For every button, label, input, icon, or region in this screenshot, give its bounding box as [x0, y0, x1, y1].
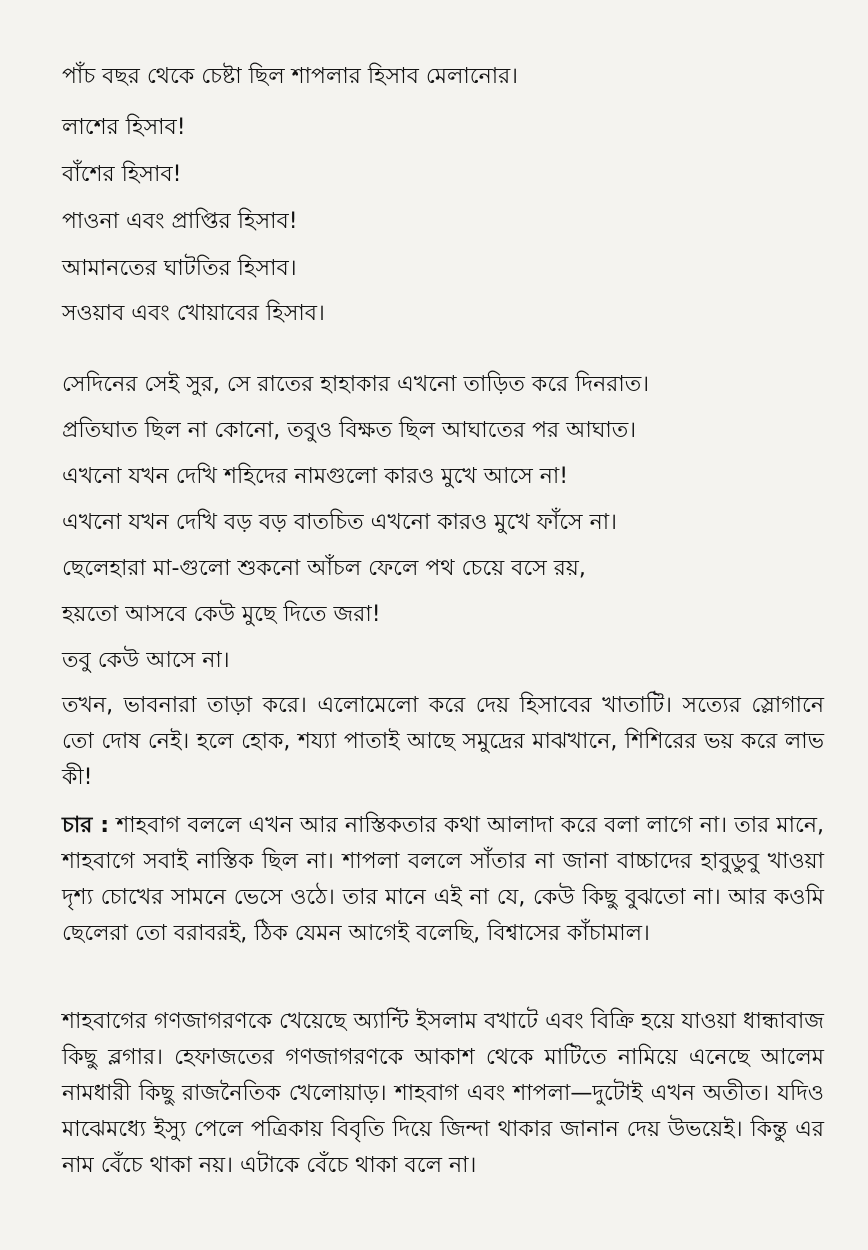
- paragraph-text: তখন, ভাবনারা তাড়া করে। এলোমেলো করে দেয় হিসাবের খাতাটি। সত্যের স্লোগানে তো দোষ নেই। হলে হোক, শয্যা পাতাই আছে সমুদ্রের মাঝখানে, শিশিরের ভয় করে লাভ কী!: [62, 693, 824, 790]
- paragraph: [62, 1004, 824, 1184]
- paragraph: [62, 688, 824, 796]
- verse-line: আমানতের ঘাটতির হিসাব।: [62, 256, 297, 281]
- paragraph-text: শাহবাগ বললে এখন আর নাস্তিকতার কথা আলাদা করে বলা লাগে না। তার মানে, শাহবাগে সবাই নাস্তিক ছিল না। শাপলা বললে সাঁতার না জানা বাচ্চাদের হাবুডুবু খাওয়া দৃশ্য চোখের সামনে ভেসে ওঠে। তার মানে এই না যে, কেউ কিছু বুঝতো না। আর কওমি ছেলেরা তো বরাবরই, ঠিক যেমন আগেই বলেছি, বিশ্বাসের কাঁচামাল।: [62, 813, 824, 946]
- verse-line: প্রতিঘাত ছিল না কোনো, তবুও বিক্ষত ছিল আঘাতের পর আঘাত।: [62, 418, 637, 443]
- book-page: [62, 52, 824, 1232]
- section-label: চার :: [62, 813, 109, 838]
- verse-line: বাঁশের হিসাব!: [62, 162, 182, 187]
- verse-line: তবু কেউ আসে না।: [62, 648, 230, 673]
- verse-line: ছেলেহারা মা-গুলো শুকনো আঁচল ফেলে পথ চেয়ে বসে রয়,: [62, 556, 586, 581]
- verse-line: পাঁচ বছর থেকে চেষ্টা ছিল শাপলার হিসাব মেলানোর।: [62, 64, 519, 89]
- verse-line: সওয়াব এবং খোয়াবের হিসাব।: [62, 301, 325, 326]
- verse-line: সেদিনের সেই সুর, সে রাতের হাহাকার এখনো তাড়িত করে দিনরাত।: [62, 372, 650, 397]
- verse-line: লাশের হিসাব!: [62, 115, 186, 140]
- paragraph-text: শাহবাগের গণজাগরণকে খেয়েছে অ্যান্টি ইসলাম বখাটে এবং বিক্রি হয়ে যাওয়া ধান্ধাবাজ কিছু ব্লগার। হেফাজতের গণজাগরণকে আকাশ থেকে মাটিতে নামিয়ে এনেছে আলেম নামধারী কিছু রাজনৈতিক খেলোয়াড়। শাহবাগ এবং শাপলা—দুটোই এখন অতীত। যদিও মাঝেমধ্যে ইস্যু পেলে পত্রিকায় বিবৃতি দিয়ে জিন্দা থাকার জানান দেয় উভয়েই। কিন্তু এর নাম বেঁচে থাকা নয়। এটাকে বেঁচে থাকা বলে না।: [62, 1009, 824, 1178]
- verse-line: হয়তো আসবে কেউ মুছে দিতে জরা!: [62, 602, 381, 627]
- paragraph-section-four: [62, 808, 824, 952]
- verse-line: এখনো যখন দেখি বড় বড় বাতচিত এখনো কারও মুখে ফাঁসে না।: [62, 510, 617, 535]
- verse-line: এখনো যখন দেখি শহিদের নামগুলো কারও মুখে আসে না!: [62, 464, 569, 489]
- verse-line: পাওনা এবং প্রাপ্তির হিসাব!: [62, 209, 298, 234]
